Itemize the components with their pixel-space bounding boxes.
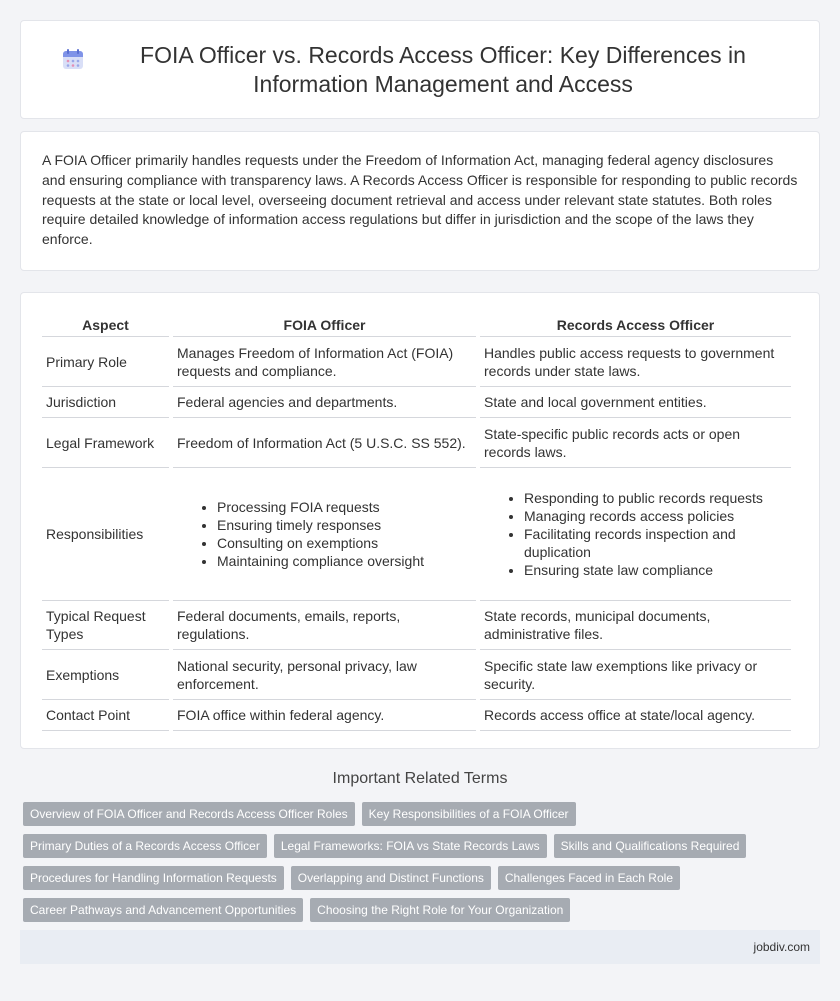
related-term-tag[interactable]: Primary Duties of a Records Access Officer bbox=[23, 834, 267, 858]
related-term-tag[interactable]: Key Responsibilities of a FOIA Officer bbox=[362, 802, 576, 826]
foia-cell: Federal agencies and departments. bbox=[173, 387, 476, 418]
foia-responsibilities-list bbox=[177, 498, 472, 570]
page-title: FOIA Officer vs. Records Access Officer: Key Differences in Information Management and Access bbox=[140, 41, 746, 97]
rao-cell: State and local government entities. bbox=[480, 387, 791, 418]
related-term-tag[interactable]: Challenges Faced in Each Role bbox=[498, 866, 680, 890]
foia-cell: FOIA office within federal agency. bbox=[173, 700, 476, 731]
intro-paragraph: A FOIA Officer primarily handles requests under the Freedom of Information Act, managing federal agency disclosures and ensuring compliance with transparency laws. A Records Access Officer is responsible for responding to public records requests at the state or local level, overseeing document retrieval and access under relevant state statutes. Both roles require detailed knowledge of information access regulations but differ in jurisdiction and the scope of the laws they enforce. bbox=[42, 152, 798, 248]
related-term-tag[interactable]: Overview of FOIA Officer and Records Access Officer Roles bbox=[23, 802, 355, 826]
table-row bbox=[42, 418, 791, 468]
foia-cell: National security, personal privacy, law enforcement. bbox=[173, 650, 476, 700]
row-label: Legal Framework bbox=[42, 418, 169, 468]
header-records-access-officer: Records Access Officer bbox=[480, 309, 791, 337]
list-item: • Managing records access policies bbox=[524, 507, 787, 525]
foia-cell: Manages Freedom of Information Act (FOIA) requests and compliance. bbox=[173, 337, 476, 387]
row-label: Typical Request Types bbox=[42, 601, 169, 650]
rao-cell: Records access office at state/local agency. bbox=[480, 700, 791, 731]
comparison-table-card bbox=[20, 292, 820, 749]
rao-cell: State records, municipal documents, administrative files. bbox=[480, 601, 791, 650]
table-row bbox=[42, 650, 791, 700]
table-row bbox=[42, 468, 791, 601]
rao-responsibilities-list bbox=[484, 489, 787, 579]
foia-cell: Federal documents, emails, reports, regulations. bbox=[173, 601, 476, 650]
related-term-tag[interactable]: Career Pathways and Advancement Opportunities bbox=[23, 898, 303, 922]
table-row bbox=[42, 700, 791, 731]
related-terms-tags bbox=[23, 802, 803, 922]
table-row bbox=[42, 601, 791, 650]
related-term-tag[interactable]: Overlapping and Distinct Functions bbox=[291, 866, 491, 890]
list-item: • Ensuring state law compliance bbox=[524, 561, 787, 579]
header-foia-officer: FOIA Officer bbox=[173, 309, 476, 337]
rao-cell: Specific state law exemptions like privacy or security. bbox=[480, 650, 791, 700]
list-item: • Consulting on exemptions bbox=[217, 534, 472, 552]
header-aspect: Aspect bbox=[42, 309, 169, 337]
footer bbox=[20, 930, 820, 964]
calendar-icon bbox=[61, 47, 85, 71]
row-label: Exemptions bbox=[42, 650, 169, 700]
rao-cell: Handles public access requests to government records under state laws. bbox=[480, 337, 791, 387]
row-label: Primary Role bbox=[42, 337, 169, 387]
row-label: Contact Point bbox=[42, 700, 169, 731]
list-item: • Facilitating records inspection and duplication bbox=[524, 525, 787, 561]
related-term-tag[interactable]: Skills and Qualifications Required bbox=[554, 834, 747, 858]
list-item: • Maintaining compliance oversight bbox=[217, 552, 472, 570]
title-card bbox=[20, 20, 820, 119]
table-row bbox=[42, 387, 791, 418]
related-term-tag[interactable]: Choosing the Right Role for Your Organization bbox=[310, 898, 570, 922]
rao-cell: State-specific public records acts or open records laws. bbox=[480, 418, 791, 468]
related-term-tag[interactable]: Legal Frameworks: FOIA vs State Records Laws bbox=[274, 834, 547, 858]
row-label: Jurisdiction bbox=[42, 387, 169, 418]
comparison-table bbox=[38, 309, 795, 731]
row-label: Responsibilities bbox=[42, 468, 169, 601]
table-row bbox=[42, 337, 791, 387]
related-terms-title: Important Related Terms bbox=[332, 770, 508, 787]
foia-cell: Freedom of Information Act (5 U.S.C. SS 552). bbox=[173, 418, 476, 468]
foia-cell bbox=[173, 468, 476, 601]
intro-card bbox=[20, 131, 820, 271]
related-term-tag[interactable]: Procedures for Handling Information Requests bbox=[23, 866, 284, 890]
list-item: • Responding to public records requests bbox=[524, 489, 787, 507]
table-header-row bbox=[42, 309, 791, 337]
footer-site-link[interactable]: jobdiv.com bbox=[753, 940, 810, 954]
rao-cell bbox=[480, 468, 791, 601]
list-item: • Processing FOIA requests bbox=[217, 498, 472, 516]
list-item: • Ensuring timely responses bbox=[217, 516, 472, 534]
